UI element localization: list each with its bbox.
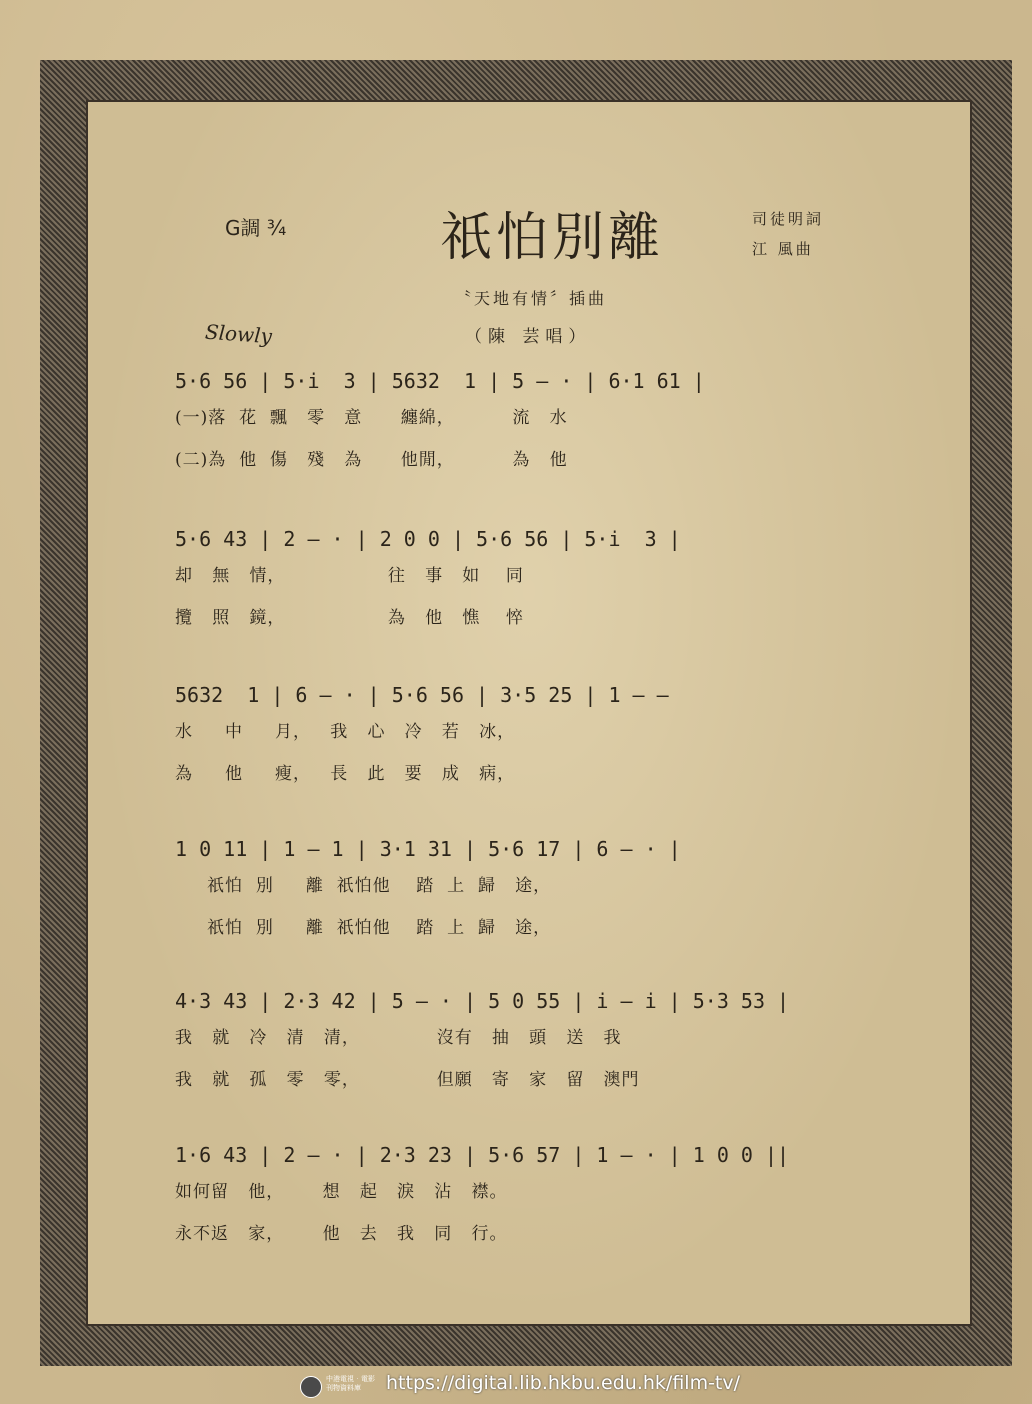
- music-system-5: [175, 986, 895, 1101]
- key-signature: G調 ¾: [225, 216, 287, 240]
- watermark-org: 中港電視‧電影 刊物資料庫: [326, 1375, 375, 1392]
- lyric-verse-2: 祇怕 別 離 祇怕他 踏 上 歸 途，: [175, 918, 552, 938]
- lyric-verse-2: 永不返 家， 他 去 我 同 行。: [175, 1224, 508, 1244]
- composer-credit: 江 風曲: [752, 240, 814, 258]
- lyric-verse-1: 祇怕 別 離 祇怕他 踏 上 歸 途，: [175, 876, 552, 896]
- notation-line: 1 0 11 | 1 — 1 | 3·1 31 | 5·6 17 | 6 — · |: [175, 837, 681, 861]
- lyric-verse-1: (一)落 花 飄 零 意 纏綿， 流 水: [175, 408, 568, 428]
- watermark-url-link[interactable]: https://digital.lib.hkbu.edu.hk/film-tv/: [386, 1372, 741, 1394]
- singer-credit: （陳 芸唱）: [465, 327, 592, 347]
- tempo-marking: Slowly: [204, 319, 273, 349]
- lyric-verse-1: 我 就 冷 清 清， 沒有 抽 頭 送 我: [175, 1028, 622, 1048]
- music-system-1: [175, 366, 895, 481]
- lyricist-credit: 司徒明詞: [752, 210, 825, 228]
- notation-line: 4·3 43 | 2·3 42 | 5 — · | 5 0 55 | i — i | 5·3 53 |: [175, 989, 790, 1013]
- lyric-verse-2: 為 他 瘦， 長 此 要 成 病，: [175, 764, 516, 784]
- lyric-verse-1: 却 無 情， 往 事 如 同: [175, 566, 524, 586]
- music-system-3: [175, 680, 895, 795]
- lyric-verse-1: 水 中 月， 我 心 冷 若 冰，: [175, 722, 516, 742]
- music-system-2: [175, 524, 895, 639]
- lyric-verse-2: (二)為 他 傷 殘 為 他閒， 為 他: [175, 450, 568, 470]
- lyric-verse-1: 如何留 他， 想 起 淚 沾 襟。: [175, 1182, 508, 1202]
- music-system-6: [175, 1140, 895, 1255]
- song-title: 祇怕別離: [440, 208, 665, 268]
- notation-line: 1·6 43 | 2 — · | 2·3 23 | 5·6 57 | 1 — · | 1 0 0 ||: [175, 1143, 790, 1167]
- lyric-verse-2: 攬 照 鏡， 為 他 憔 悴: [175, 608, 524, 628]
- lyric-verse-2: 我 就 孤 零 零， 但願 寄 家 留 澳門: [175, 1070, 640, 1090]
- library-logo-icon: [300, 1376, 322, 1398]
- film-subtitle: 〝天地有情〞插曲: [455, 289, 608, 308]
- credits: [752, 204, 824, 264]
- music-system-4: [175, 834, 895, 949]
- notation-line: 5·6 56 | 5·i 3 | 5632 1 | 5 — · | 6·1 61 |: [175, 369, 705, 393]
- notation-line: 5632 1 | 6 — · | 5·6 56 | 3·5 25 | 1 — —: [175, 683, 669, 707]
- notation-line: 5·6 43 | 2 — · | 2 0 0 | 5·6 56 | 5·i 3 |: [175, 527, 681, 551]
